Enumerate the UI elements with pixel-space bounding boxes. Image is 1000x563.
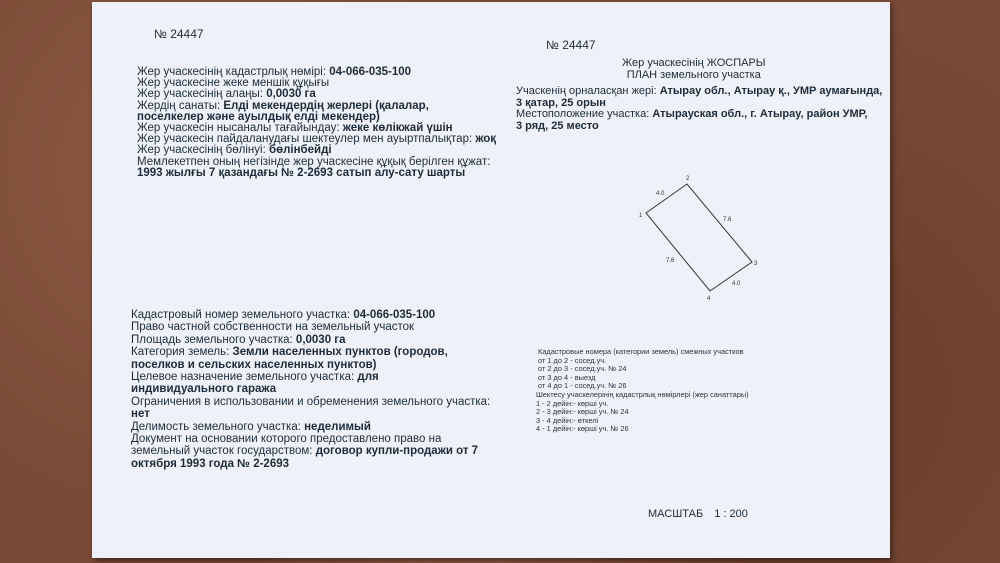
ru-line: октября 1993 года № 2-2693 [131,457,290,470]
ru-line: Делимость земельного участка: неделимый [131,420,371,433]
location-kz-2: 3 қатар, 25 орын [516,96,606,109]
adjacent-ru-item: от 2 до 3 - сосед.уч. № 24 [538,364,627,374]
side-4-1-label: 7.6 [666,258,675,264]
location-kz: Учаскенің орналасқан жері: Атырау обл., Атырау қ., УМР аумағында, [516,85,883,97]
kz-line: Жер учаскесіне жеке меншік құқығы [137,77,330,90]
adjacent-ru-block [538,348,744,391]
ru-line: Право частной собственности на земельный участок [131,321,415,334]
ru-line: нет [131,408,150,421]
adjacent-kz-item: 1 - 2 дейін:- көрші уч. [536,398,609,408]
ru-line: Площадь земельного участка: 0,0030 га [131,333,346,346]
kz-line: Жер учаскесінің кадастрлық нөмірі: 04-066-035-100 [137,66,412,78]
left-kz-block [137,67,496,179]
location-block [516,86,882,132]
location-ru: Местоположение участка: Атырауская обл., г. Атырау, район УМР, [516,108,868,120]
adjacent-kz-title: Шектесу учаскелерінің кадастрлық нөмірлері (жер санаттары) [536,390,749,399]
right-document-number: № 24447 [546,38,596,52]
ru-line: Документ на основании которого предоставлено право на [131,433,442,446]
plan-title-ru: ПЛАН земельного участка [626,69,761,81]
left-document-number: № 24447 [154,27,204,41]
scale-value: 1 : 200 [714,508,748,520]
ru-line: Кадастровый номер земельного участка: 04-066-035-100 [131,309,436,321]
kz-line: поселкелер және ауылдық елді мекендер) [137,110,380,123]
vertex-4-label: 4 [707,296,711,302]
plan-title-block [622,57,766,81]
ru-line: Целевое назначение земельного участка: для [131,371,379,384]
scale-label: МАСШТАБ [648,508,704,520]
ru-line: Категория земель: Земли населенных пунктов (городов, [131,346,448,359]
side-2-3-label: 7.6 [723,217,732,223]
location-ru-2: 3 ряд, 25 место [516,119,599,132]
side-1-2-label: 4.0 [656,191,665,197]
kz-line: Жер учаскесін нысаналы тағайындау: жеке көлікжай үшін [137,122,453,135]
kz-line: Мемлекетпен оның негізінде жер учаскесіне құқық берілген құжат: [137,155,491,168]
vertex-1-label: 1 [639,213,643,219]
adjacent-kz-item: 3 - 4 дейін:- өткелі [536,415,599,425]
adjacent-kz-block [536,391,749,434]
ru-line: земельный участок государством: договор купли-продажи от 7 [131,445,479,458]
side-3-4-label: 4.0 [732,281,741,287]
kz-line: Жер учаскесін пайдаланудағы шектеулер мен ауыртпалықтар: жоқ [137,133,497,146]
adjacent-ru-item: от 1 до 2 - сосед.уч. [538,355,607,365]
plot-outline [646,184,752,291]
plan-title-kz: Жер учаскесінің ЖОСПАРЫ [622,57,766,69]
kz-line: Жер учаскесінің алаңы: 0,0030 га [137,88,316,101]
ru-line: поселков и сельских населенных пунктов) [131,358,377,371]
kz-line: 1993 жылғы 7 қазандағы № 2-2693 сатып алу-сату шарты [137,166,466,179]
adjacent-ru-item: от 3 до 4 - выезд [538,372,596,382]
kz-line: Жер учаскесінің бөлінуі: бөлінбейді [137,144,332,157]
ru-line: индивидуального гаража [131,383,277,396]
vertex-3-label: 3 [754,261,758,267]
certificate-sheet [92,2,890,558]
adjacent-kz-item: 2 - 3 дейін:- көрші уч. № 24 [536,407,629,417]
adjacent-kz-item: 4 - 1 дейін:- көрші уч. № 26 [536,424,629,434]
adjacent-ru-title: Кадастровые номера (категории земель) смежных участков [538,347,744,356]
vertex-2-label: 2 [686,176,690,182]
adjacent-ru-item: от 4 до 1 - сосед.уч. № 26 [538,381,627,391]
kz-line: Жердің санаты: Елді мекендердің жерлері (қалалар, [137,99,429,112]
plot-plan [622,167,762,307]
ru-line: Ограничения в использовании и обременения земельного участка: [131,395,491,408]
left-ru-block [131,309,490,470]
scale [648,508,748,520]
